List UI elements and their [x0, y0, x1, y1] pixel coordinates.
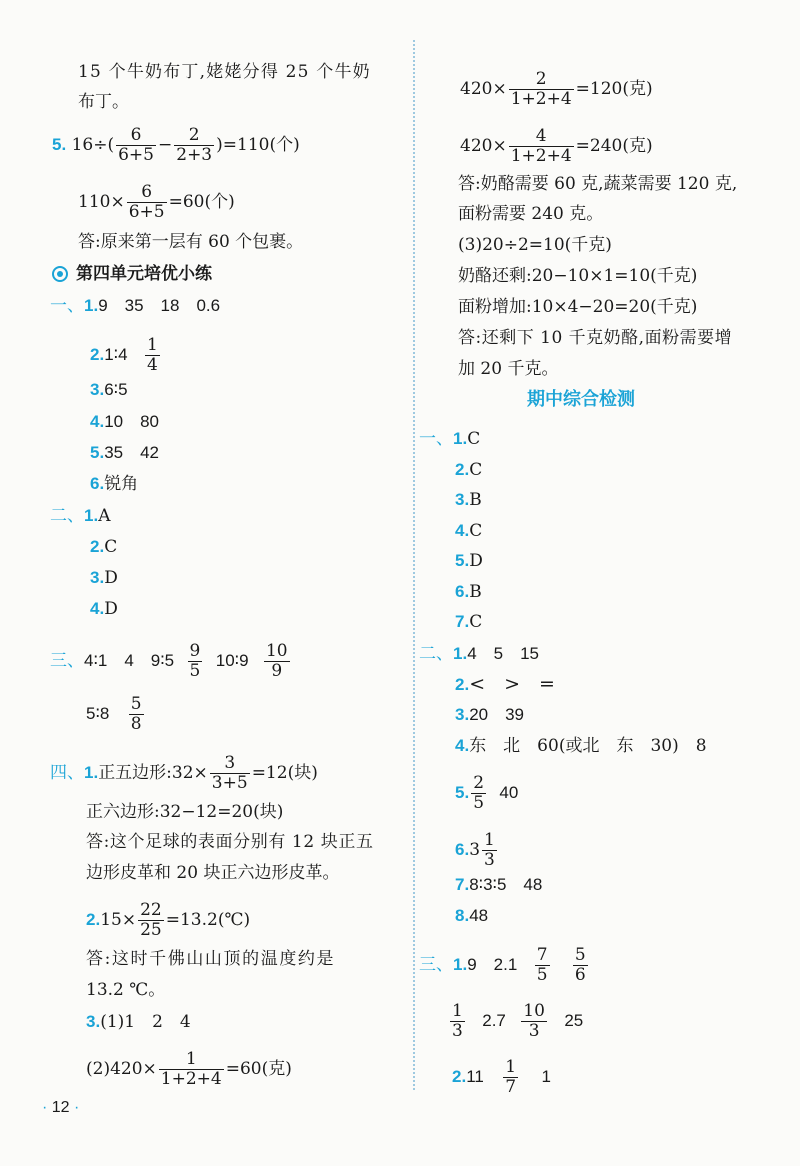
- answer: 边形皮革和 20 块正六边形皮革。: [86, 863, 340, 883]
- section-1-q5: 5.35 42: [90, 443, 160, 462]
- midterm-s1-q2: 2.C: [455, 460, 483, 480]
- answer: 答:这时千佛山山顶的温度约是: [86, 949, 336, 969]
- section-1-q4: 4.10 80: [90, 412, 160, 431]
- fraction: $\frac{4}{1+2+4}$: [510, 126, 572, 166]
- section-3: 三、4∶1 4 9∶5 $\frac{9}{5}$ 10∶9 $\frac{10}{9}$: [50, 641, 288, 681]
- fraction: $\frac{5}{6}$: [574, 945, 586, 985]
- midterm-s1-q4: 4.C: [455, 521, 483, 541]
- fraction: $\frac{1}{1+2+4}$: [160, 1049, 222, 1089]
- para-line: 布丁。: [78, 92, 129, 112]
- fraction: $\frac{1}{7}$: [505, 1057, 517, 1097]
- midterm-s2-q7: 7.8∶3∶5 48: [455, 875, 543, 894]
- r-step-2: 420× $\frac{4}{1+2+4}$ =240(克): [460, 126, 653, 166]
- column-divider: [413, 40, 415, 1090]
- midterm-s2-q6: 6.3 $\frac{1}{3}$: [455, 830, 495, 870]
- section-4-q3: 3.(1)1 2 4: [86, 1012, 191, 1032]
- fraction: $\frac{2}{5}$: [473, 773, 485, 813]
- page-number: · 12 ·: [42, 1099, 80, 1116]
- midterm-title: 期中综合检测: [527, 389, 635, 410]
- r-step-3: (3)20÷2=10(千克): [458, 235, 612, 255]
- answer: 答:奶酪需要 60 克,蔬菜需要 120 克,: [458, 174, 738, 194]
- midterm-s1-q1: 一、1.C: [419, 429, 481, 449]
- fraction: $\frac{1}{3}$: [452, 1001, 463, 1041]
- answer: 13.2 ℃。: [86, 980, 166, 1000]
- fraction: $\frac{6}{6+5}$: [128, 182, 165, 222]
- bullet-dot-icon: ·: [42, 1099, 48, 1116]
- q-number: 5.: [52, 135, 67, 154]
- section-1-q6: 6.锐角: [90, 474, 139, 494]
- midterm-s3-q2: 2.11 $\frac{1}{7}$ 1: [452, 1057, 551, 1097]
- section-1-q1: 一、1.9 35 18 0.6: [50, 296, 221, 316]
- question-5: 5. 16÷( $\frac{6}{6+5}$ − $\frac{2}{2+3}$ )=110(个): [52, 125, 300, 165]
- fraction: $\frac{7}{5}$: [536, 945, 548, 985]
- midterm-s2-q2: 2.< > =: [455, 673, 555, 695]
- fraction: $\frac{9}{5}$: [189, 641, 201, 681]
- section-bullet-icon: [52, 266, 68, 282]
- fraction: $\frac{2}{2+3}$: [176, 125, 213, 165]
- midterm-s2-q1: 二、1.4 5 15: [419, 644, 540, 664]
- fraction: $\frac{1}{3}$: [484, 830, 495, 870]
- s4-q3-step: (2)420× $\frac{1}{1+2+4}$ =60(克): [86, 1049, 292, 1089]
- midterm-s1-q7: 7.C: [455, 612, 483, 632]
- fraction: $\frac{10}{3}$: [523, 1001, 545, 1041]
- answer: 加 20 千克。: [458, 359, 559, 379]
- fraction: $\frac{2}{1+2+4}$: [510, 69, 572, 109]
- section-2-q3: 3.D: [90, 568, 118, 588]
- fraction: $\frac{1}{4}$: [146, 335, 158, 375]
- fraction: $\frac{22}{25}$: [140, 900, 162, 940]
- midterm-s3-line2: $\frac{1}{3}$ 2.7 $\frac{10}{3}$ 25: [452, 1001, 584, 1041]
- midterm-s2-q5: 5. $\frac{2}{5}$ 40: [455, 773, 519, 813]
- fraction: $\frac{6}{6+5}$: [118, 125, 154, 165]
- section-4-q1: 四、1.正五边形:32× $\frac{3}{3+5}$ =12(块): [50, 753, 318, 793]
- s4-q1-step: 正六边形:32−12=20(块): [86, 802, 284, 822]
- midterm-s2-q3: 3.20 39: [455, 705, 525, 724]
- section-4-q2: 2.15× $\frac{22}{25}$ =13.2(℃): [86, 900, 251, 940]
- fraction: $\frac{5}{8}$: [130, 694, 142, 734]
- section-2-q4: 4.D: [90, 599, 118, 619]
- r-step-4: 奶酪还剩:20−10×1=10(千克): [458, 266, 698, 286]
- section-1-q2: 2.1∶4 $\frac{1}{4}$: [90, 335, 158, 375]
- section-3-line2: 5∶8 $\frac{5}{8}$: [86, 694, 142, 734]
- answer: 答:这个足球的表面分别有 12 块正五: [86, 832, 374, 852]
- bullet-dot-icon: ·: [74, 1099, 80, 1116]
- fraction: $\frac{10}{9}$: [265, 641, 288, 681]
- midterm-s1-q6: 6.B: [455, 582, 482, 602]
- para-line: 15 个牛奶布丁,姥姥分得 25 个牛奶: [78, 62, 371, 82]
- r-step-5: 面粉增加:10×4−20=20(千克): [458, 297, 698, 317]
- midterm-s2-q8: 8.48: [455, 906, 489, 925]
- fraction: $\frac{3}{3+5}$: [211, 753, 248, 793]
- section-2-q1: 二、1.A: [50, 506, 111, 526]
- answer: 答:还剩下 10 千克奶酪,面粉需要增: [458, 328, 733, 348]
- midterm-s1-q3: 3.B: [455, 490, 482, 510]
- section-1-q3: 3.6∶5: [90, 380, 128, 399]
- answer: 答:原来第一层有 60 个包裹。: [78, 232, 304, 252]
- expr: 16÷(: [71, 135, 115, 155]
- q5-step: 110× $\frac{6}{6+5}$ =60(个): [78, 182, 235, 222]
- midterm-s2-q4: 4.东 北 60(或北 东 30) 8: [455, 736, 707, 756]
- r-step-1: 420× $\frac{2}{1+2+4}$ =120(克): [460, 69, 653, 109]
- section-2-q2: 2.C: [90, 537, 118, 557]
- answer: 面粉需要 240 克。: [458, 204, 604, 224]
- midterm-s3-q1: 三、1.9 2.1 $\frac{7}{5}$ $\frac{5}{6}$: [419, 945, 586, 985]
- unit4-title: 第四单元培优小练: [52, 262, 212, 286]
- midterm-s1-q5: 5.D: [455, 551, 483, 571]
